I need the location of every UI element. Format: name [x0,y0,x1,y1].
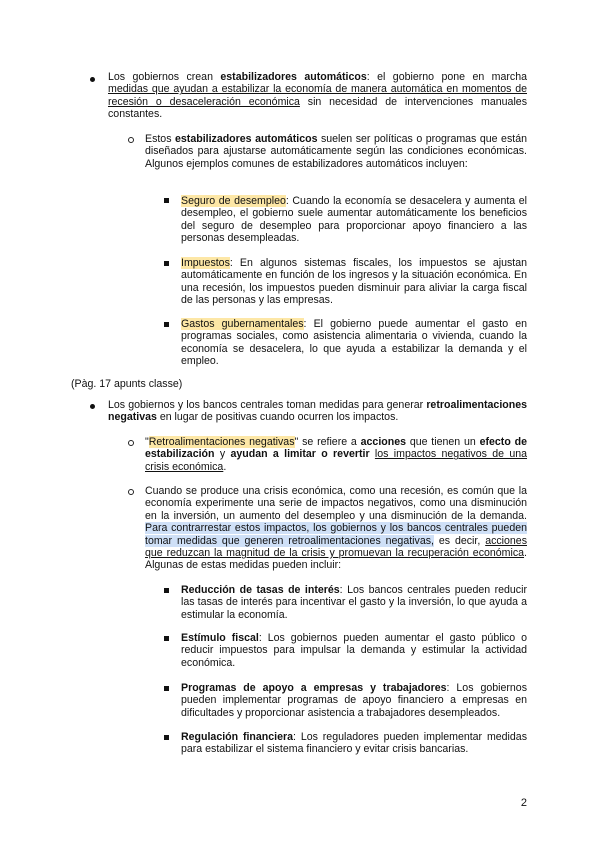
bullet-ring [128,440,134,446]
underlined-text: los impactos negativos de una crisis económica [145,448,528,473]
text: : El gobierno puede aumentar el gasto en programas sociales, como asistencia alimentaria o vivienda, cuando la economía se desacelera, lo que ayuda a estabilizar la demanda y el empleo. [181,318,527,368]
highlighted-text: Retroalimentaciones negativas [148,436,295,448]
paragraph-estabilizadores-detalle [145,133,527,170]
paragraph-crisis [145,485,527,572]
text: : En algunos sistemas fiscales, los impuestos se ajustan automáticamente en función de los ingresos y la situación económica. En una recesión, los impuestos pueden disminuir para aliviar la carga fiscal de las personas y las empresas. [181,257,527,307]
highlighted-text: Para contrarrestar estos impactos, los gobiernos y los bancos centrales pueden tomar medidas que generen retroalimentaciones negativas, [145,522,527,547]
text: " se refiere a [294,436,361,448]
bold-text: estabilizadores automáticos [220,71,367,83]
text: Los gobiernos y los bancos centrales toman medidas para generar [108,399,427,411]
text: . Algunas de estas medidas pueden incluir: [145,547,527,572]
bold-text: ayudan a limitar o revertir [230,448,370,461]
bullet-square [164,588,169,593]
paragraph-retroalimentaciones [108,399,527,424]
paragraph-estabilizadores [108,71,527,121]
bullet-square [164,686,169,691]
bullet-ring [128,489,134,495]
page-number: 2 [520,797,527,809]
text: : Los gobiernos pueden aumentar el gasto público o reducir impuestos para impulsar la demanda y estimular la actividad económica. [181,632,527,669]
text: : Cuando la economía se desacelera y aumenta el desempleo, el gobierno suele aumentar automáticamente los beneficios del seguro de desempleo para proporcionar apoyo financiero a las personas desempleadas. [181,195,527,245]
bold-text: retroalimentaciones negativas [108,399,527,424]
text: Cuando se produce una crisis económica, como una recesión, es común que la economía experimente una serie de impactos negativos, como una disminución en la inversión, un aumento del desempleo y una disminución de la demanda. [145,485,527,522]
bullet-square [164,322,169,327]
text: sin necesidad de intervenciones manuales constantes. [108,95,527,121]
item-seguro-desempleo [181,195,527,245]
underlined-text: acciones que reduzcan la magnitud de la crisis y promuevan la recuperación económica [145,534,527,560]
bullet-square [164,198,169,203]
bold-label: Reducción de tasas de interés [181,584,340,596]
highlighted-label: Gastos gubernamentales [181,318,304,330]
text: Estos [145,133,176,145]
item-estimulo-fiscal [181,632,527,669]
bold-label: Estímulo fiscal [181,632,259,644]
bold-label: Regulación financiera [181,731,294,743]
item-gastos-gubernamentales [181,318,527,368]
bold-text: efecto de estabilización [145,436,527,461]
text: : Los bancos centrales pueden reducir las tasas de interés para incentivar el gasto y la inversión, lo que ayuda a estimular la economía. [181,584,527,621]
bold-text: acciones [360,436,406,448]
text: : Los gobiernos pueden implementar programas de apoyo financiero a empresas en dificultades y proporcionar asistencia a trabajadores desempleados. [181,682,527,719]
item-regulacion-financiera [181,731,527,756]
highlighted-label: Impuestos [181,257,230,269]
text: : Los reguladores pueden implementar medidas para estabilizar el sistema financiero y evitar crisis bancarias. [181,731,527,756]
text: suelen ser políticas o programas que están diseñados para ajustarse automáticamente según las condiciones económicas. Algunos ejemplos comunes de estabilizadores automáticos incluyen: [145,133,527,170]
bullet-square [164,261,169,266]
text: . [223,460,227,473]
text: es decir, [433,534,486,547]
bullet-dot [90,77,95,82]
item-programas-apoyo [181,682,527,719]
bullet-square [164,735,169,740]
paragraph-definicion [145,436,527,473]
bullet-dot [90,404,95,409]
text: Los gobiernos crean [108,71,221,83]
text: : el gobierno pone en marcha [366,71,527,83]
text: y [214,448,231,461]
text: " [145,436,149,448]
bold-label: Programas de apoyo a empresas y trabajadores [181,682,447,694]
text: en lugar de positivas cuando ocurren los impactos. [156,411,399,424]
text: que tienen un [406,436,480,448]
bold-text: estabilizadores automáticos [175,133,318,145]
bullet-ring [128,137,134,143]
highlighted-label: Seguro de desempleo [181,195,286,207]
item-reduccion-tasas [181,584,527,621]
page-reference-note: (Pàg. 17 apunts classe) [71,378,183,390]
bullet-square [164,636,169,641]
item-impuestos [181,257,527,307]
underlined-text: medidas que ayudan a estabilizar la economía de manera automática en momentos de recesión o desaceleración económica [108,83,527,108]
